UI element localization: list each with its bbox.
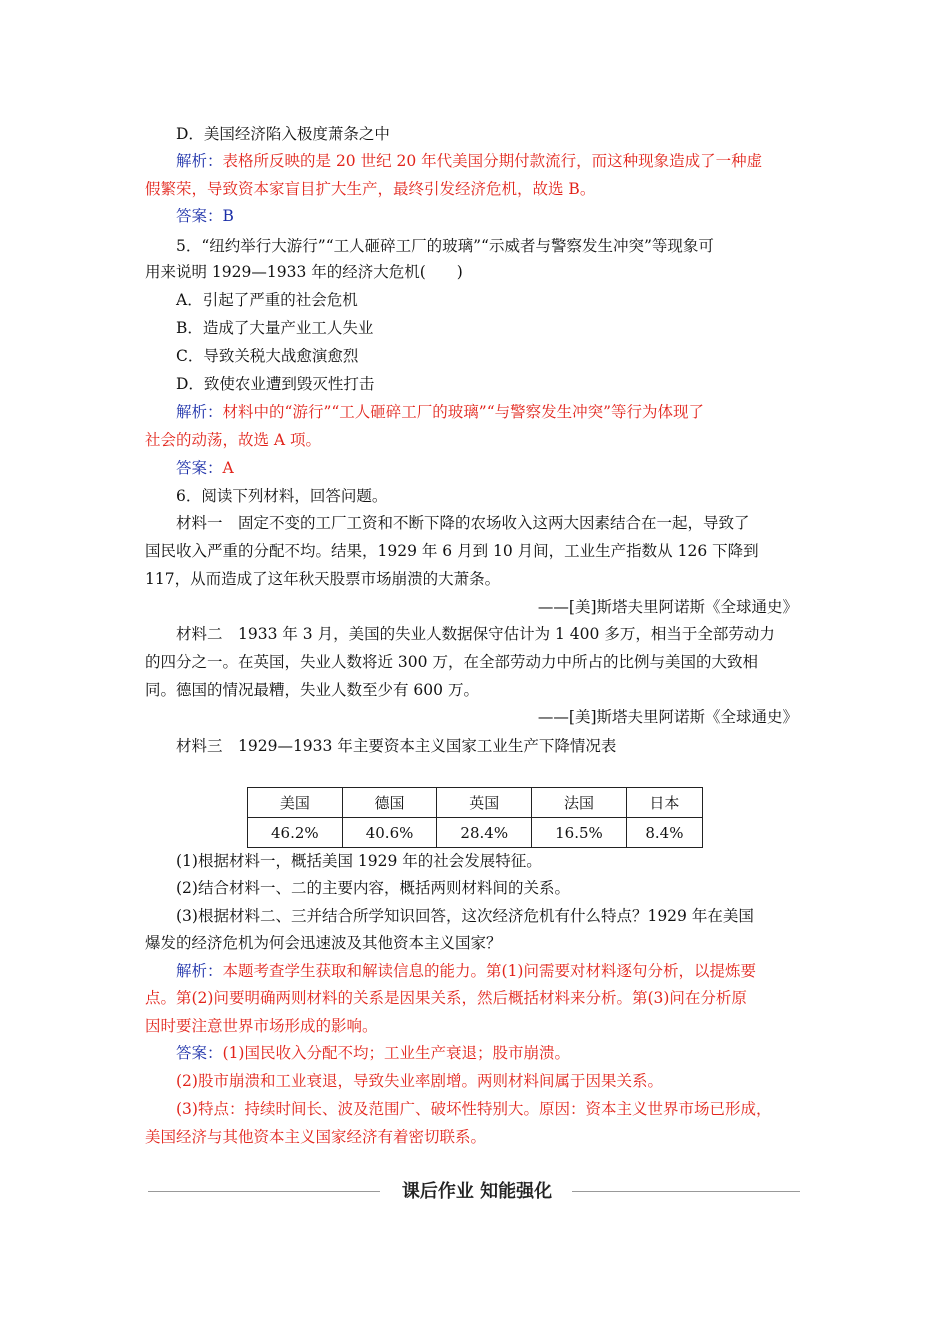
q6-material3-title: 材料三 1929—1933 年主要资本主义国家工业生产下降情况表 (176, 737, 617, 755)
q4-answer-label: 答案： (176, 207, 223, 225)
q6-material1-line1: 材料一 固定不变的工厂工资和不断下降的农场收入这两大因素结合在一起，导致了 (176, 514, 750, 532)
table-cell: 16.5% (532, 818, 627, 848)
section-banner (0, 1180, 950, 1204)
table-row (248, 818, 703, 848)
q6-question3-line1: (3)根据材料二、三并结合所学知识回答，这次经济危机有什么特点？1929 年在美国 (176, 907, 754, 925)
q6-question2: (2)结合材料一、二的主要内容，概括两则材料间的关系。 (176, 879, 570, 897)
q6-material2-source: ——[美]斯塔夫里阿诺斯《全球通史》 (537, 708, 798, 726)
q6-analysis-line1: 解析：本题考查学生获取和解读信息的能力。第(1)问需要对材料逐句分析，以提炼要 (176, 962, 756, 980)
q6-material1-line3: 117，从而造成了这年秋天股票市场崩溃的大萧条。 (145, 570, 501, 588)
q5-answer (176, 458, 234, 478)
q6-material2-line2: 的四分之一。在英国，失业人数将近 300 万，在全部劳动力中所占的比例与美国的大致相 (145, 653, 758, 671)
banner-title: 课后作业 知能强化 (401, 1181, 553, 1202)
table-cell: 28.4% (437, 818, 532, 848)
q6-stem: 6．阅读下列材料，回答问题。 (176, 487, 388, 505)
q6-answer-label: 答案： (176, 1044, 223, 1062)
table-header-cell: 法国 (532, 788, 627, 818)
q6-analysis-line2: 点。第(2)问要明确两则材料的关系是因果关系，然后概括材料来分析。第(3)问在分析原 (145, 989, 747, 1007)
table-header-cell: 德国 (342, 788, 437, 818)
industrial-decline-table (247, 787, 703, 848)
q4-answer-value: B (222, 207, 234, 225)
q6-material2-line3: 同。德国的情况最糟，失业人数至少有 600 万。 (145, 681, 479, 699)
table-cell: 46.2% (248, 818, 343, 848)
q6-answer-line3: (3)特点：持续时间长、波及范围广、破坏性特别大。原因：资本主义世界市场已形成， (176, 1100, 772, 1118)
q6-answer-line4: 美国经济与其他资本主义国家经济有着密切联系。 (145, 1128, 487, 1146)
banner-rule-right (572, 1191, 800, 1192)
q4-analysis-line2: 假繁荣，导致资本家盲目扩大生产，最终引发经济危机，故选 B。 (145, 180, 596, 198)
table-cell: 8.4% (626, 818, 702, 848)
q5-stem-line2: 用来说明 1929—1933 年的经济大危机( ) (145, 263, 463, 281)
q5-answer-label: 答案： (176, 459, 223, 477)
q4-option-d: D．美国经济陷入极度萧条之中 (176, 125, 390, 143)
table-cell: 40.6% (342, 818, 437, 848)
q5-option-d: D．致使农业遭到毁灭性打击 (176, 375, 375, 393)
q6-question3-line2: 爆发的经济危机为何会迅速波及其他资本主义国家？ (145, 934, 502, 952)
q5-analysis-line1: 解析：材料中的“游行”“工人砸碎工厂的玻璃”“与警察发生冲突”等行为体现了 (176, 403, 705, 421)
banner-rule-left (148, 1191, 380, 1192)
q6-question1: (1)根据材料一，概括美国 1929 年的社会发展特征。 (176, 852, 542, 870)
q6-analysis-label: 解析： (176, 962, 223, 980)
q5-stem-line1: 5．“纽约举行大游行”“工人砸碎工厂的玻璃”“示威者与警察发生冲突”等现象可 (176, 237, 714, 255)
table-header-row (248, 788, 703, 818)
q6-answer-line1: 答案：(1)国民收入分配不均；工业生产衰退；股市崩溃。 (176, 1044, 570, 1062)
q6-material2-line1: 材料二 1933 年 3 月，美国的失业人数据保守估计为 1 400 多万，相当于全部劳动力 (176, 625, 775, 643)
q5-option-a: A．引起了严重的社会危机 (176, 291, 358, 309)
q6-analysis-line3: 因时要注意世界市场形成的影响。 (145, 1017, 378, 1035)
q4-analysis-label: 解析： (176, 152, 223, 170)
q5-option-b: B．造成了大量产业工人失业 (176, 319, 374, 337)
table-header-cell: 英国 (437, 788, 532, 818)
q6-material1-line2: 国民收入严重的分配不均。结果，1929 年 6 月到 10 月间，工业生产指数从 126 下降到 (145, 542, 759, 560)
q6-answer-line2: (2)股市崩溃和工业衰退，导致失业率剧增。两则材料间属于因果关系。 (176, 1072, 663, 1090)
q4-analysis-line1: 解析：表格所反映的是 20 世纪 20 年代美国分期付款流行，而这种现象造成了一种虚 (176, 152, 763, 170)
q5-option-c: C．导致关税大战愈演愈烈 (176, 347, 359, 365)
table-header-cell: 日本 (626, 788, 702, 818)
q5-answer-value: A (222, 459, 234, 477)
table-header-cell: 美国 (248, 788, 343, 818)
q6-material1-source: ——[美]斯塔夫里阿诺斯《全球通史》 (537, 598, 798, 616)
q4-answer (176, 206, 234, 226)
q5-analysis-label: 解析： (176, 403, 223, 421)
q5-analysis-line2: 社会的动荡，故选 A 项。 (145, 431, 322, 449)
